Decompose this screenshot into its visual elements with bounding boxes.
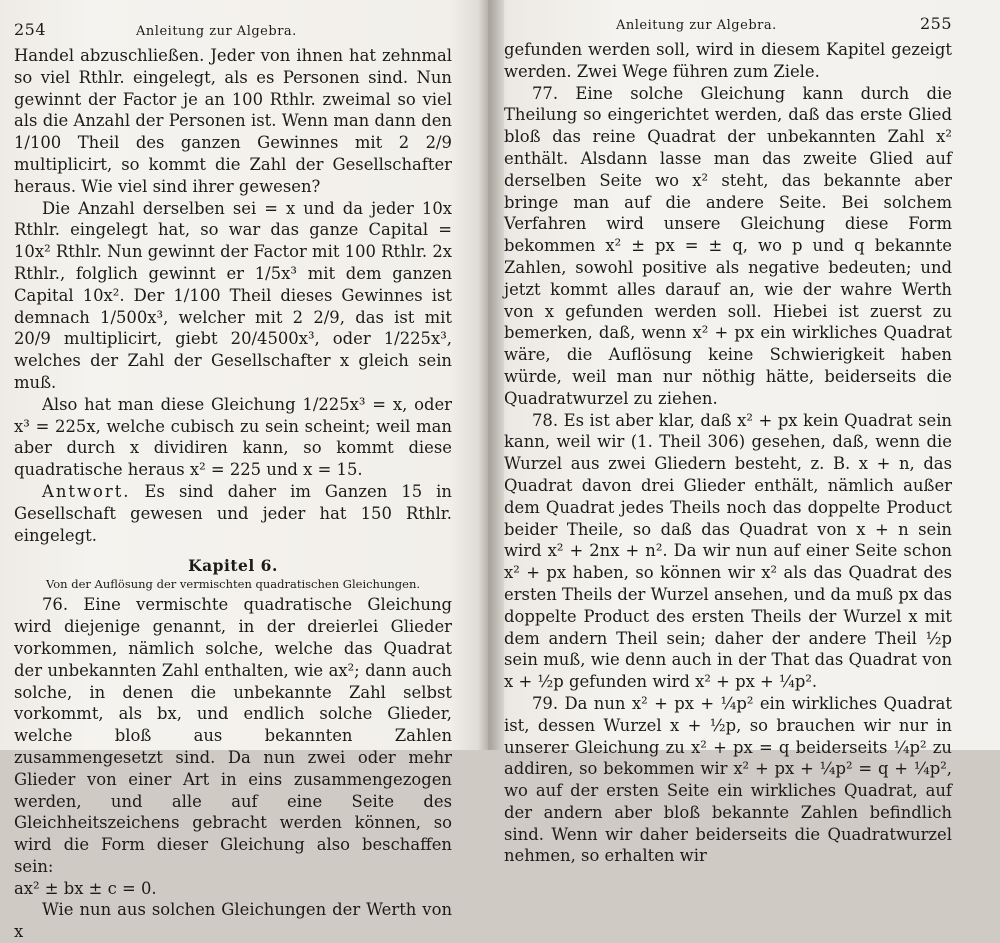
paragraph: Also hat man diese Gleichung 1/225x³ = x, oder x³ = 225x, welche cubisch zu sein scheint; weil man aber durch x dividiren kann, so kommt diese quadratische heraus x² = 225 und x = 15. (14, 394, 452, 480)
answer-label: Antwort. (42, 481, 131, 501)
right-running-title: Anleitung zur Algebra. (616, 18, 777, 33)
chapter-title: Kapitel 6. (188, 556, 278, 576)
paragraph: 79. Da nun x² + px + ¼p² ein wirkliches Quadrat ist, dessen Wurzel x + ½p, so brauchen wir nur in unserer Gleichung zu x² + px = q beiderseits ¼p² zu addiren, so bekommen wir x² + px + ¼p² = q + ¼p², wo auf der ersten Seite ein wirkliches Quadrat, auf der andern aber bloß bekannte Zahlen befindlich sind. Wenn wir daher beiderseits die Quadratwurzel nehmen, so erhalten wir (504, 693, 952, 866)
paragraph: 78. Es ist aber klar, daß x² + px kein Quadrat sein kann, weil wir (1. Theil 306) gesehen, daß, wenn die Wurzel aus zwei Gliedern besteht, z. B. x + n, das Quadrat davon drei Glieder enthält, nämlich außer dem Quadrat jedes Theils noch das doppelte Product beider Theile, so daß das Quadrat von x + n sein wird x² + 2nx + n². Da wir nun auf einer Seite schon x² + px haben, so können wir x² als das Quadrat des ersten Theils der Wurzel ansehen, und da muß px das doppelte Product des ersten Theils der Wurzel x mit dem andern Theil sein; daher der andere Theil ½p sein muß, wie denn auch in der That das Quadrat von x + ½p gefunden wird x² + px + ¼p². (504, 410, 952, 692)
formula: ax² ± bx ± c = 0. (14, 878, 157, 898)
right-page-number: 255 (919, 14, 952, 33)
left-running-title: Anleitung zur Algebra. (136, 24, 297, 39)
left-page-number: 254 (14, 20, 47, 39)
paragraph: gefunden werden soll, wird in diesem Kapitel gezeigt werden. Zwei Wege führen zum Ziele. (504, 40, 952, 81)
right-running-head (504, 14, 952, 33)
left-page (0, 0, 488, 942)
answer-text: Es sind daher im Ganzen 15 in Gesellschaft gewesen und jeder hat 150 Rthlr. eingelegt. (14, 481, 452, 545)
right-page (488, 0, 1000, 866)
left-running-head (14, 20, 452, 39)
paragraph: Die Anzahl derselben sei = x und da jeder 10x Rthlr. eingelegt hat, so war das ganze Capital = 10x² Rthlr. Nun gewinnt der Factor mit 100 Rthlr. 2x Rthlr., folglich gewinnt er 1/5x³ mit dem ganzen Capital 10x². Der 1/100 Theil dieses Gewinnes ist demnach 1/500x³, welcher mit 2 2/9, das ist mit 20/9 multiplicirt, giebt 20/4500x³, oder 1/225x³, welches der Zahl der Gesellschafter x gleich sein muß. (14, 198, 452, 392)
paragraph: Handel abzuschließen. Jeder von ihnen hat zehnmal so viel Rthlr. eingelegt, als es Personen sind. Nun gewinnt der Factor je an 100 Rthlr. zweimal so viel als die Anzahl der Personen ist. Wenn man dann den 1/100 Theil des ganzen Gewinnes mit 2 2/9 multiplicirt, so kommt die Zahl der Gesellschafter heraus. Wie viel sind ihrer gewesen? (14, 46, 452, 196)
paragraph: 76. Eine vermischte quadratische Gleichung wird diejenige genannt, in der dreierlei Glieder vorkommen, nämlich solche, welche das Quadrat der unbekannten Zahl enthalten, wie ax²; dann auch solche, in denen die unbekannte Zahl selbst vorkommt, als bx, und endlich solche Glieder, welche bloß aus bekannten Zahlen zusammengesetzt sind. Da nun zwei oder mehr Glieder von einer Art in eins zusammengezogen werden, und alle auf eine Seite des Gleichheitszeichens gebracht werden können, so wird die Form dieser Gleichung also beschaffen sein: (14, 595, 452, 876)
right-page-text (504, 39, 952, 867)
answer-paragraph (14, 481, 452, 546)
chapter-subtitle: Von der Auflösung der vermischten quadratischen Gleichungen. (45, 577, 421, 592)
left-page-text (14, 45, 452, 943)
paragraph: Wie nun aus solchen Gleichungen der Werth von x (14, 900, 452, 942)
paragraph: 77. Eine solche Gleichung kann durch die Theilung so eingerichtet werden, daß das erste Glied bloß das reine Quadrat der unbekannten Zahl x² enthält. Alsdann lasse man das zweite Glied auf derselben Seite wo x² steht, das bekannte aber bringe man auf die andere Seite. Bei solchem Verfahren wird unsere Gleichung diese Form bekommen x² ± px = ± q, wo p und q bekannte Zahlen, sowohl positive als negative bedeuten; und jetzt kommt alles darauf an, wie der wahre Werth von x gefunden werden soll. Hiebei ist zuerst zu bemerken, daß, wenn x² + px ein wirkliches Quadrat wäre, die Auflösung keine Schwierigkeit haben würde, weil man nur nöthig hätte, beiderseits die Quadratwurzel zu ziehen. (504, 83, 952, 408)
book-gutter (478, 0, 504, 750)
